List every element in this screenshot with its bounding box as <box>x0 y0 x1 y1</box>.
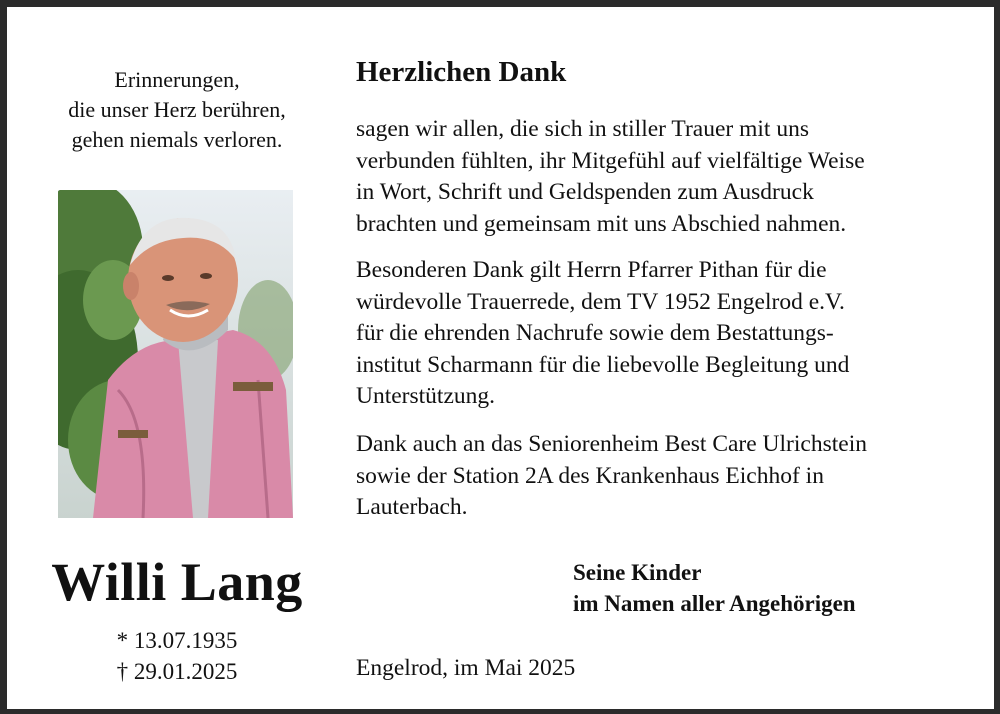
text-line: in Wort, Schrift und Geldspenden zum Ausdruck <box>356 179 814 205</box>
text-line: für die ehrenden Nachrufe sowie dem Bestattungs- <box>356 320 834 346</box>
care-thanks-paragraph <box>356 429 981 524</box>
text-line: institut Scharmann für die liebevolle Begleitung und <box>356 351 850 378</box>
text-line: verbunden fühlten, ihr Mitgefühl auf vielfältige Weise <box>356 147 865 174</box>
text-line: sowie der Station 2A des Krankenhaus Eichhof in <box>356 462 824 489</box>
signature-line: Seine Kinder <box>573 560 702 585</box>
notice-heading: Herzlichen Dank <box>356 56 567 88</box>
special-thanks-paragraph <box>356 255 981 413</box>
place-date: Engelrod, im Mai 2025 <box>356 655 576 681</box>
birth-date: * 13.07.1935 <box>116 628 238 653</box>
signature-line: im Namen aller Angehörigen <box>573 591 856 616</box>
text-line: Lauterbach. <box>356 494 468 520</box>
text-line: sagen wir allen, die sich in stiller Trauer mit uns <box>356 116 809 142</box>
memorial-motto <box>27 65 327 155</box>
portrait-illustration <box>58 190 293 518</box>
motto-line: Erinnerungen, <box>114 67 240 92</box>
text-line: Dank auch an das Seniorenheim Best Care Ulrichstein <box>356 431 867 457</box>
text-line: Unterstützung. <box>356 383 496 409</box>
deceased-name: Willi Lang <box>51 552 303 612</box>
motto-line: die unser Herz berühren, <box>68 97 286 122</box>
motto-line: gehen niemals verloren. <box>71 127 283 152</box>
text-line: brachten und gemeinsam mit uns Abschied nahmen. <box>356 210 847 237</box>
death-date: † 29.01.2025 <box>116 659 238 684</box>
portrait-photo <box>58 190 293 518</box>
text-line: würdevolle Trauerrede, dem TV 1952 Engelrod e.V. <box>356 288 845 315</box>
life-dates <box>27 625 327 687</box>
family-signature <box>573 557 856 619</box>
text-line: Besonderen Dank gilt Herrn Pfarrer Pithan für die <box>356 257 827 283</box>
thanks-paragraph <box>356 114 981 240</box>
